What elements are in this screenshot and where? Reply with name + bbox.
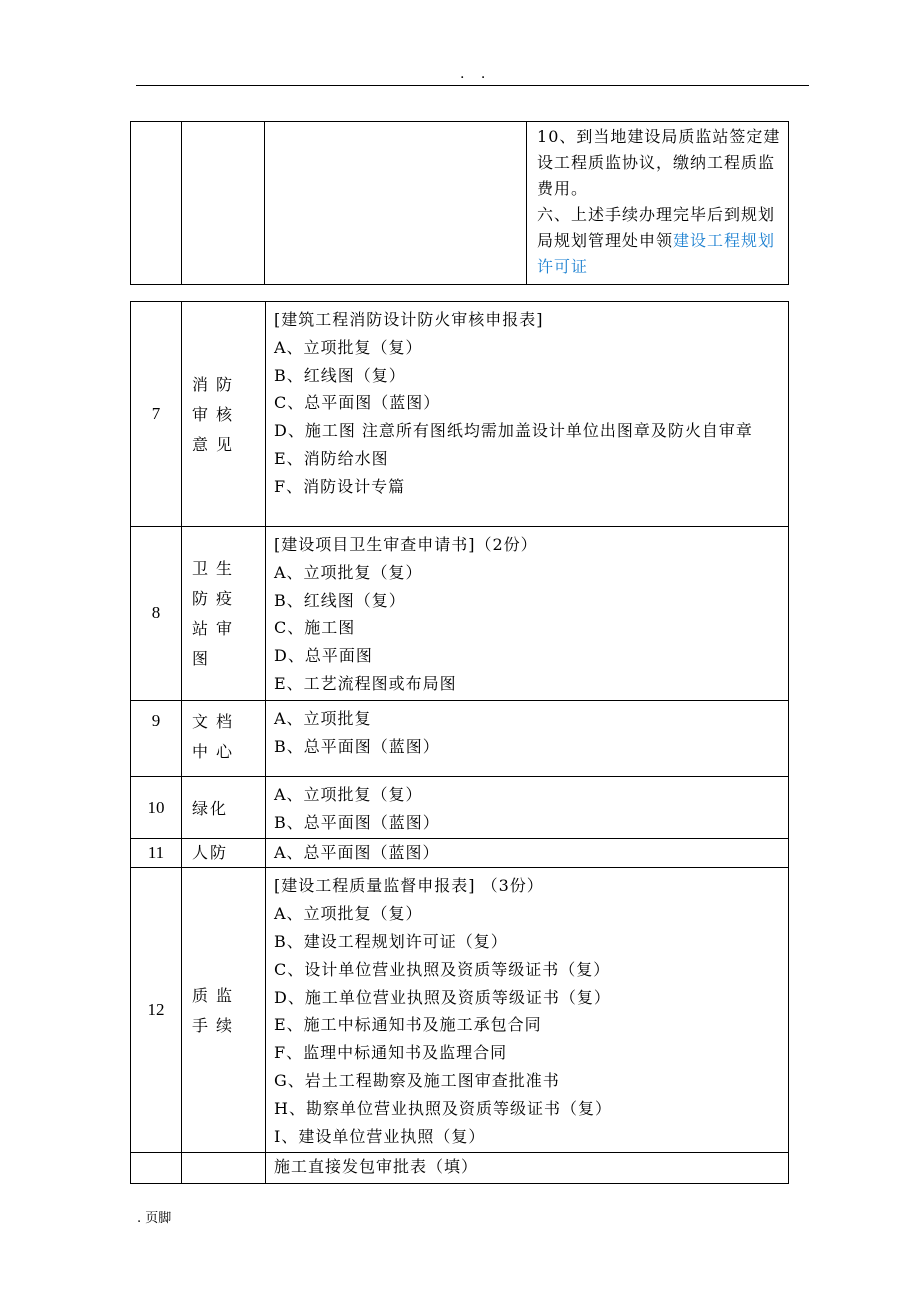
- list-item: B、总平面图（蓝图）: [274, 736, 440, 756]
- list-item: [建设项目卫生审查申请书]（2份）: [274, 535, 538, 554]
- list-item: B、总平面图（蓝图）: [274, 812, 440, 832]
- top-cell-num: [131, 122, 182, 285]
- requirements-table: [130, 301, 789, 1184]
- list-item: C、总平面图（蓝图）: [274, 393, 441, 413]
- list-item: B、红线图（复）: [274, 365, 406, 385]
- items-cell: [266, 839, 789, 868]
- page-footer: . 页脚: [137, 1211, 172, 1226]
- row-number: 7: [131, 302, 182, 527]
- row-number: 10: [131, 776, 182, 839]
- list-item: B、建设工程规划许可证（复）: [274, 931, 508, 951]
- table-row: [131, 868, 789, 1153]
- department-cell: 卫生防疫站审图: [182, 527, 266, 701]
- list-item: A、立项批复（复）: [274, 337, 423, 357]
- department-cell: 绿化: [182, 776, 266, 839]
- permit-link[interactable]: 建设工程规划许可证: [537, 231, 776, 276]
- header-dots: . .: [460, 66, 492, 82]
- table-row: [131, 700, 789, 776]
- table-row: [131, 1153, 789, 1184]
- row-number: 12: [131, 868, 182, 1153]
- list-item: C、施工图: [274, 618, 356, 638]
- list-item: I、建设单位营业执照（复）: [274, 1126, 486, 1146]
- header-rule: [136, 85, 809, 86]
- top-text-item-6: 六、上述手续办理完毕后到规划局规划管理处申领建设工程规划许可证: [537, 205, 776, 276]
- department-cell: 文档中心: [182, 700, 266, 776]
- table-row: [131, 839, 789, 868]
- top-table: [130, 121, 789, 285]
- list-item: F、监理中标通知书及监理合同: [274, 1043, 508, 1063]
- list-item: [建设工程质量监督申报表] （3份）: [274, 876, 544, 896]
- list-item: B、红线图（复）: [274, 590, 406, 610]
- list-item: D、施工图 注意所有图纸均需加盖设计单位出图章及防火自审章: [274, 421, 753, 441]
- list-item: A、立项批复（复）: [274, 784, 423, 804]
- top-text-item-10: 10、到当地建设局质监站签定建设工程质监协议，缴纳工程质监费用。: [537, 127, 781, 198]
- department-cell: 人防: [182, 839, 266, 868]
- items-cell: [266, 527, 789, 701]
- list-item: [建筑工程消防设计防火审核申报表]: [274, 310, 544, 329]
- row-number: 8: [131, 527, 182, 701]
- department-cell: 消防审核意见: [182, 302, 266, 527]
- list-item: E、施工中标通知书及施工承包合同: [274, 1015, 542, 1035]
- list-item: D、施工单位营业执照及资质等级证书（复）: [274, 987, 611, 1007]
- list-item: A、立项批复: [274, 708, 372, 728]
- list-item: G、岩土工程勘察及施工图审查批准书: [274, 1070, 560, 1090]
- row-number: [131, 1153, 182, 1184]
- department-cell: 质监手续: [182, 868, 266, 1153]
- list-item: E、工艺流程图或布局图: [274, 673, 457, 693]
- items-cell: [266, 868, 789, 1153]
- table-row: [131, 527, 789, 701]
- items-cell: [266, 776, 789, 839]
- department-cell: [182, 1153, 266, 1184]
- items-cell: [266, 1153, 789, 1184]
- row-number: 11: [131, 839, 182, 868]
- list-item: 施工直接发包审批表（填）: [274, 1157, 479, 1177]
- top-cell-dept: [181, 122, 265, 285]
- list-item: A、立项批复（复）: [274, 562, 423, 582]
- list-item: F、消防设计专篇: [274, 476, 406, 496]
- list-item: H、勘察单位营业执照及资质等级证书（复）: [274, 1098, 612, 1118]
- items-cell: [266, 302, 789, 527]
- table-row: [131, 302, 789, 527]
- list-item: A、立项批复（复）: [274, 904, 423, 924]
- list-item: D、总平面图: [274, 646, 373, 666]
- list-item: C、设计单位营业执照及资质等级证书（复）: [274, 959, 611, 979]
- list-item: A、总平面图（蓝图）: [274, 843, 440, 863]
- top-cell-empty: [265, 122, 527, 285]
- list-item: E、消防给水图: [274, 448, 389, 468]
- table-row: [131, 776, 789, 839]
- top-cell-text: [527, 122, 789, 285]
- row-number: 9: [131, 700, 182, 776]
- items-cell: [266, 700, 789, 776]
